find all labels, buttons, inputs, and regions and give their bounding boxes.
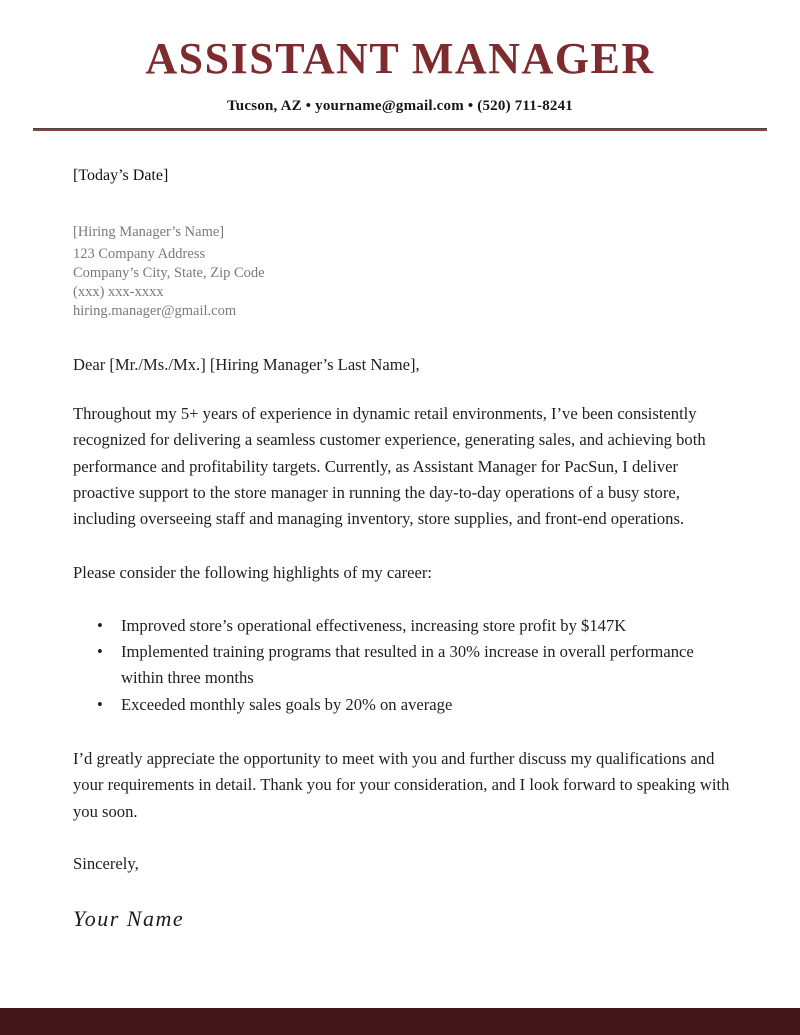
footer-accent-bar bbox=[0, 1008, 800, 1035]
recipient-phone: (xxx) xxx-xxxx bbox=[73, 284, 164, 300]
page-title: ASSISTANT MANAGER bbox=[145, 34, 655, 83]
recipient-email: hiring.manager@gmail.com bbox=[73, 303, 237, 319]
list-item: • Exceeded monthly sales goals by 20% on average bbox=[73, 692, 731, 718]
contact-line: Tucson, AZ • yourname@gmail.com • (520) 711-8241 bbox=[226, 98, 573, 114]
recipient-block bbox=[73, 223, 731, 321]
letter-header bbox=[0, 0, 800, 131]
paragraph-highlights-lead: Please consider the following highlights of my career: bbox=[73, 563, 432, 583]
recipient-name: [Hiring Manager’s Name] bbox=[73, 224, 225, 240]
list-item: • Implemented training programs that resulted in a 30% increase in overall performance within three months bbox=[73, 639, 731, 692]
letter-body bbox=[73, 165, 731, 933]
valediction: Sincerely, bbox=[73, 853, 139, 873]
career-highlights-list bbox=[73, 613, 731, 718]
signature-name: Your Name bbox=[73, 906, 185, 932]
recipient-address-line1: 123 Company Address bbox=[73, 246, 206, 262]
list-item: • Improved store’s operational effectiveness, increasing store profit by $147K bbox=[73, 613, 731, 639]
paragraph-intro: Throughout my 5+ years of experience in dynamic retail environments, I’ve been consistently recognized for delivering a seamless customer experience, generating sales, and achieving both performance and profitability targets. Currently, as Assistant Manager for PacSun, I deliver proactive support to the store manager in running the day-to-day operations of a busy store, including overseeing staff and managing inventory, store supplies, and front-end operations. bbox=[73, 404, 706, 529]
date-placeholder: [Today’s Date] bbox=[73, 167, 169, 184]
salutation: Dear [Mr./Ms./Mx.] [Hiring Manager’s Last Name], bbox=[73, 355, 420, 374]
paragraph-closing: I’d greatly appreciate the opportunity to meet with you and further discuss my qualifications and your requirements in detail. Thank you for your consideration, and I look forward to speaking with you soon. bbox=[73, 748, 730, 821]
recipient-address-line2: Company’s City, State, Zip Code bbox=[73, 265, 265, 281]
header-divider-rule bbox=[33, 128, 767, 131]
